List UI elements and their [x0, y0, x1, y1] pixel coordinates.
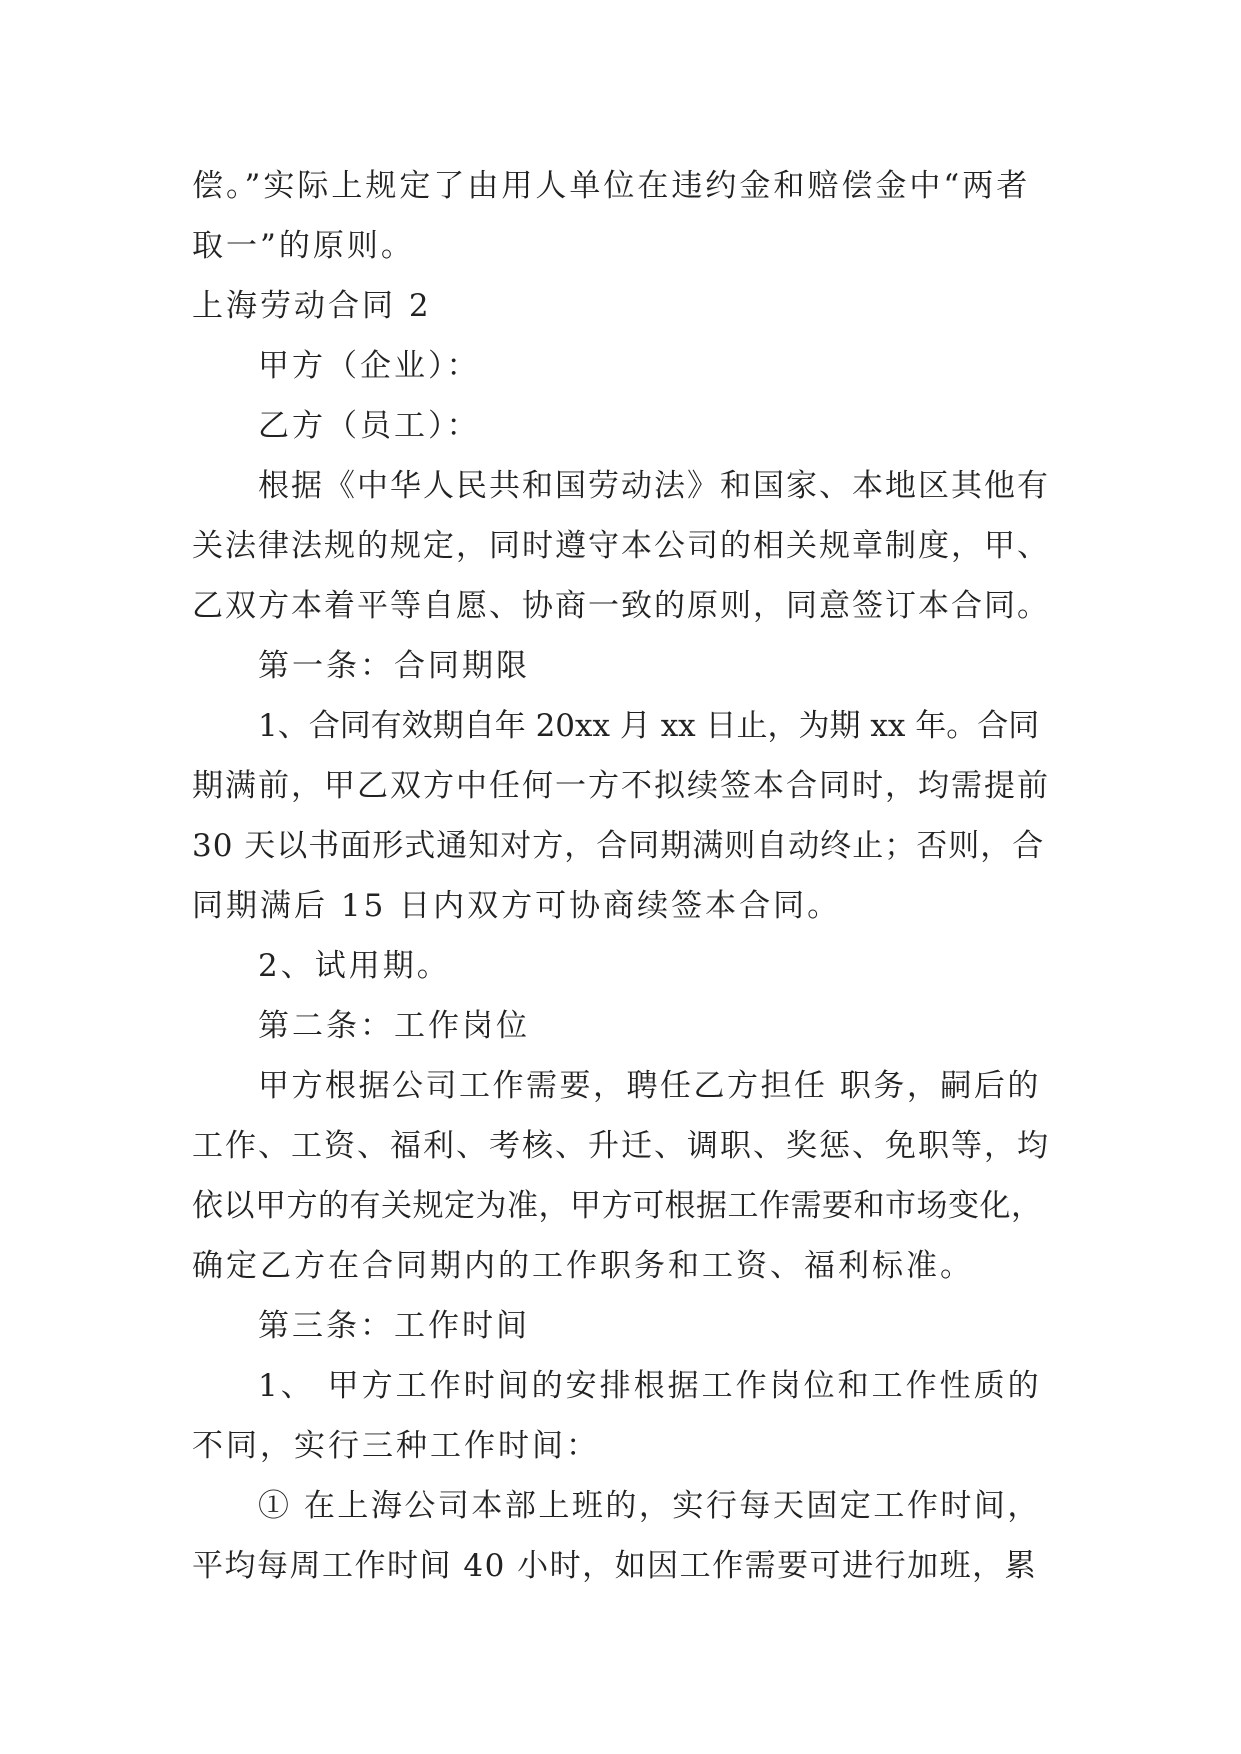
- section-heading: 上海劳动合同 2: [192, 288, 432, 324]
- text-line: 确定乙方在合同期内的工作职务和工资、福利标准。: [192, 1248, 974, 1284]
- text-line: 1、合同有效期自年 20xx 月 xx 日止，为期 xx 年。合同: [258, 708, 1040, 744]
- text-line: 乙双方本着平等自愿、协商一致的原则，同意签订本合同。: [192, 588, 1050, 624]
- article-heading: 第三条：工作时间: [258, 1308, 530, 1344]
- text-line: 工作、工资、福利、考核、升迁、调职、奖惩、免职等，均: [192, 1128, 1050, 1164]
- text-line: 取一”的原则。: [192, 228, 415, 264]
- text-line: 根据《中华人民共和国劳动法》和国家、本地区其他有: [258, 468, 1050, 504]
- text-line: 不同，实行三种工作时间：: [192, 1428, 600, 1464]
- text-line: 依以甲方的有关规定为准，甲方可根据工作需要和市场变化，: [192, 1188, 1043, 1224]
- text-line: 平均每周工作时间 40 小时，如因工作需要可进行加班，累: [192, 1548, 1038, 1584]
- text-line: 偿。”实际上规定了由用人单位在违约金和赔偿金中“两者: [192, 168, 1031, 204]
- article-heading: 第二条：工作岗位: [258, 1008, 530, 1044]
- text-line: 1、 甲方工作时间的安排根据工作岗位和工作性质的: [258, 1368, 1042, 1404]
- text-line: ① 在上海公司本部上班的，实行每天固定工作时间，: [258, 1488, 1041, 1524]
- party-b-label: 乙方（员工）：: [258, 408, 481, 444]
- text-line: 关法律法规的规定，同时遵守本公司的相关规章制度，甲、: [192, 528, 1050, 564]
- text-line: 同期满后 15 日内双方可协商续签本合同。: [192, 888, 842, 924]
- text-line: 2、试用期。: [258, 948, 451, 984]
- text-line: 30 天以书面形式通知对方，合同期满则自动终止；否则，合: [192, 828, 1045, 864]
- text-line: 期满前，甲乙双方中任何一方不拟续签本合同时，均需提前: [192, 768, 1050, 804]
- party-a-label: 甲方（企业）：: [258, 348, 481, 384]
- article-heading: 第一条：合同期限: [258, 648, 530, 684]
- text-line: 甲方根据公司工作需要，聘任乙方担任 职务，嗣后的: [258, 1068, 1041, 1104]
